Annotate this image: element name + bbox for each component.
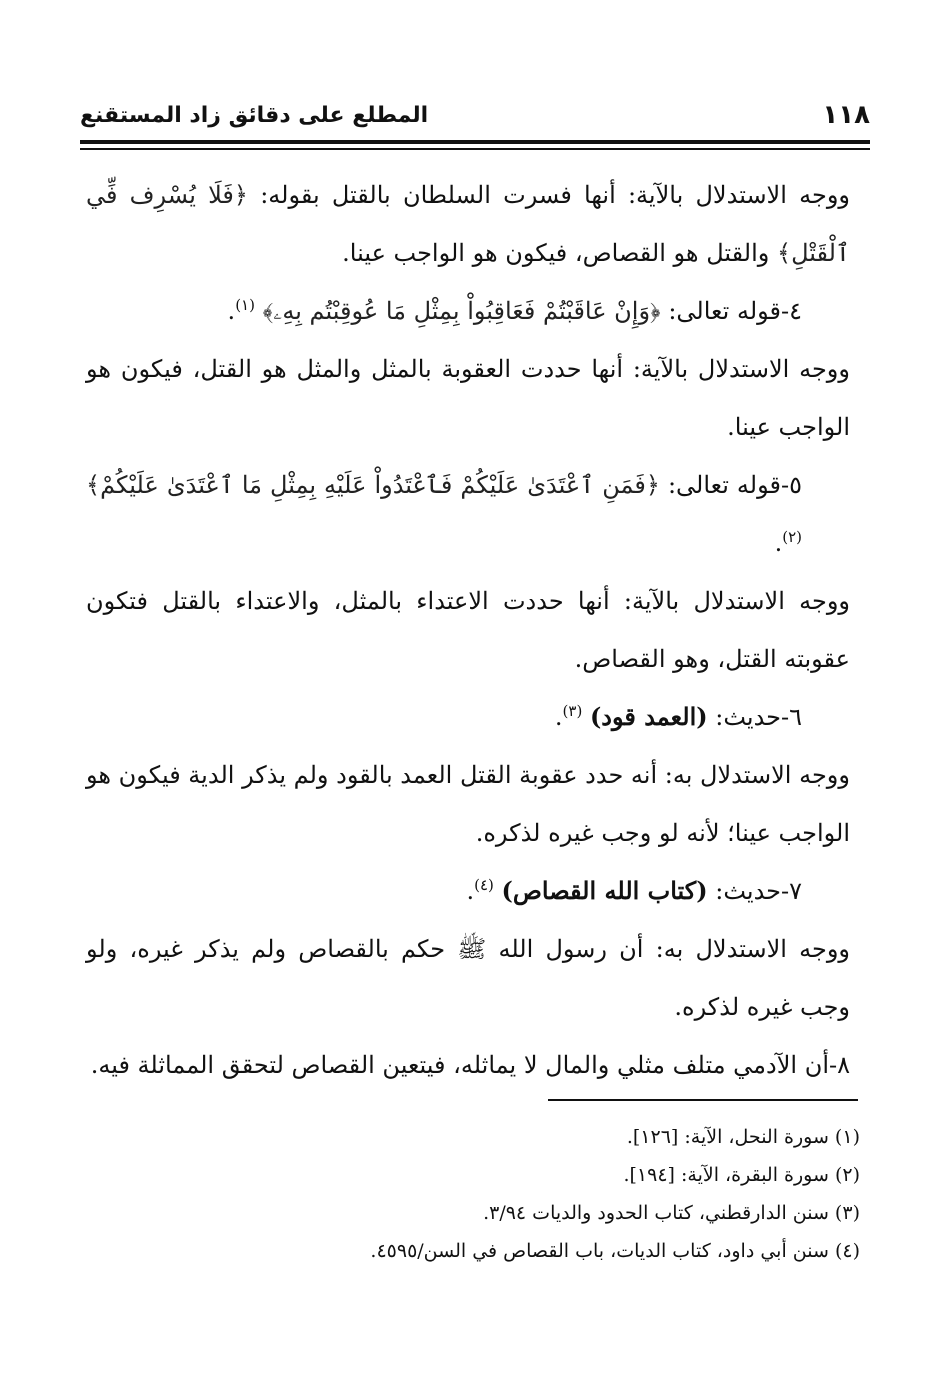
text-run: . [227,297,236,325]
paragraph: ٨-أن الآدمي متلف مثلي والمال لا يماثله، فيتعين القصاص لتحقق المماثلة فيه. [90,1051,850,1079]
text-run: . [774,529,783,557]
paragraph: ووجه الاستدلال بالآية: أنها حددت العقوبة بالمثل والمثل هو القتل، فيكون هو الواجب عينا. [86,355,850,441]
quran-verse: ﴿فَلَا يُسْرِف فِّي ٱلْقَتْلِ﴾ [86,181,850,267]
page-number: ١١٨ [822,100,870,130]
footnote-ref: (٢) [782,528,802,546]
footnote-separator [548,1099,858,1101]
paragraph [86,282,850,340]
text-run: . [466,877,475,905]
hadith-text: (العمد قود) [589,702,708,731]
book-title: المطلع على دقائق زاد المستقنع [80,102,429,128]
footnote: (٢) سورة البقرة، الآية: [١٩٤]. [623,1164,860,1186]
paragraph [86,456,850,572]
page-header [80,92,870,138]
main-text [86,166,850,1094]
paragraph [86,166,850,282]
paragraph: ووجه الاستدلال به: أن رسول الله ﷺ حكم بالقصاص ولم يذكر غيره، ولو وجب غيره لذكره. [86,935,850,1021]
paragraph: ووجه الاستدلال بالآية: أنها حددت الاعتداء بالمثل، والاعتداء بالقتل فتكون عقوبته القتل، وهو القصاص. [86,587,850,673]
quran-verse: ﴿فَمَنِ ٱعْتَدَىٰ عَلَيْكُمْ فَٱعْتَدُواْ عَلَيْهِ بِمِثْلِ مَا ٱعْتَدَىٰ عَلَيْكُمْ﴾ [86,471,660,499]
paragraph: ووجه الاستدلال به: أنه حدد عقوبة القتل العمد بالقود ولم يذكر الدية فيكون هو الواجب عينا؛ لأنه لو وجب غيره لذكره. [86,761,850,847]
text-run: . [554,703,563,731]
footnote-ref: (١) [235,296,255,314]
text-run: ٥-قوله تعالى: [667,471,802,499]
footnotes [300,1118,860,1270]
footnote: (١) سورة النحل، الآية: [١٢٦]. [626,1126,860,1148]
text-run: ووجه الاستدلال بالآية: أنها فسرت السلطان بالقتل بقوله: [260,181,851,209]
text-run: ٦-حديث: [715,703,802,731]
text-run: ٤-قوله تعالى: [668,297,802,325]
text-run: ٧-حديث: [715,877,802,905]
footnote-ref: (٣) [562,702,583,720]
hadith-text: (كتاب الله القصاص) [501,876,708,905]
footnote: (٤) سنن أبي داود، كتاب الديات، باب القصاص في السن/٤٥٩٥. [370,1240,860,1262]
footnote-ref: (٤) [474,876,494,894]
quran-verse: ﴿وَإِنْ عَاقَبْتُمْ فَعَاقِبُواْ بِمِثْلِ مَا عُوقِبْتُم بِهِۦ﴾ [262,297,661,325]
paragraph [86,688,850,746]
header-rule-thick [80,140,870,144]
header-rule-thin [80,148,870,150]
paragraph [86,862,850,920]
footnote: (٣) سنن الدارقطني، كتاب الحدود والديات ٣/٩٤. [483,1202,860,1224]
text-run: والقتل هو القصاص، فيكون هو الواجب عينا. [342,239,770,267]
